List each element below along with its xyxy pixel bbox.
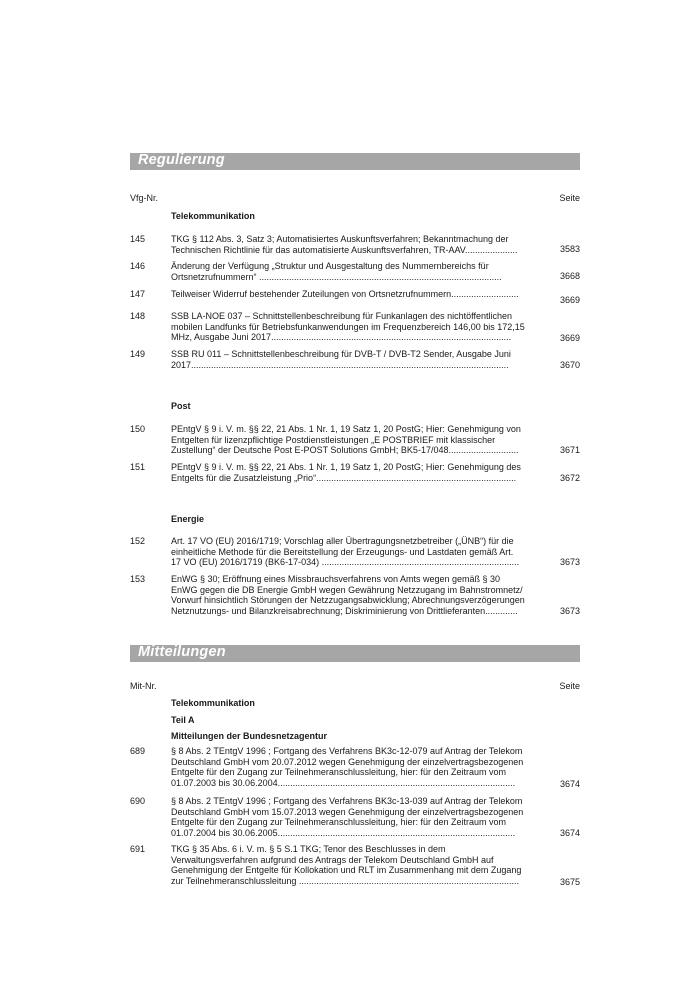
entry-number: 151: [130, 462, 146, 472]
entry-text: EnWG § 30; Eröffnung eines Missbrauchsverfahrens von Amts wegen gemäß § 30 EnWG gegen die DB Energie GmbH wegen Gewährung Netzzugang im Bahnstromnetz/ Vorwurf hinsichtlich Störungen der Netzzugangsabwicklung; Abrechnungsverzögerungen Netznutzungs- und Bilanzkreisabrechnung; Diskriminierung von Drittlieferanten.............: [171, 574, 525, 616]
entry-page-number: 3673: [559, 557, 580, 567]
toc-entry[interactable]: [130, 844, 580, 888]
entry-number: 689: [130, 746, 146, 756]
toc-entry[interactable]: [130, 746, 580, 790]
column-header-seite: Seite: [559, 193, 580, 203]
section-title: Mitteilungen: [138, 644, 226, 660]
entry-page-number: 3674: [559, 828, 580, 838]
entry-page-number: 3675: [559, 877, 580, 887]
toc-entry[interactable]: [130, 311, 580, 344]
entry-text: Änderung der Verfügung „Struktur und Ausgestaltung des Nummernbereichs für Ortsnetzrufnummern“ .................................................................................................: [171, 261, 502, 282]
entry-text: TKG § 35 Abs. 6 i. V. m. § 5 S.1 TKG; Tenor des Beschlusses in dem Verwaltungsverfahren aufgrund des Antrags der Telekom Deutschland GmbH auf Genehmigung der Entgelte für Kollokation und RLT im Zusammenhang mit dem Zugang zur Teilnehmeranschlussleitung ........................................................................................: [171, 844, 522, 886]
column-header-seite: Seite: [559, 681, 580, 691]
group-heading: Telekommunikation: [171, 211, 255, 221]
section-header-mitteilungen: [130, 645, 580, 662]
entry-number: 690: [130, 796, 146, 806]
section-title: Regulierung: [138, 152, 225, 168]
entry-text: PEntgV § 9 i. V. m. §§ 22, 21 Abs. 1 Nr. 1, 19 Satz 1, 20 PostG; Hier: Genehmigung des Entgelts für die Zusatzleistung „Prio“................................................................................: [171, 462, 521, 483]
entry-text: PEntgV § 9 i. V. m. §§ 22, 21 Abs. 1 Nr. 1, 19 Satz 1, 20 PostG; Hier: Genehmigung von Entgelten für lizenzpflichtige Postdienstleistungen „E POSTBRIEF mit klassischer Zustellung“ der Deutsche Post E-POST Solutions GmbH; BK5-17/048............................: [171, 424, 521, 456]
entry-page-number: 3671: [559, 445, 580, 455]
entry-page-number: 3668: [559, 271, 580, 281]
toc-entry[interactable]: [130, 261, 580, 283]
entry-number: 148: [130, 311, 146, 321]
toc-entry[interactable]: [130, 796, 580, 840]
entry-text: SSB LA-NOE 037 – Schnittstellenbeschreibung für Funkanlagen des nichtöffentlichen mobilen Landfunks für Betriebsfunkanwendungen im Frequenzbereich 146,00 bis 172,15 MHz, Ausgabe Juni 2017................................................................................................: [171, 311, 525, 343]
entry-number: 152: [130, 536, 146, 546]
entry-page-number: 3670: [559, 360, 580, 370]
group-heading: Post: [171, 401, 191, 411]
entry-text: SSB RU 011 – Schnittstellenbeschreibung für DVB-T / DVB-T2 Sender, Ausgabe Juni 2017...............................................................................................................................: [171, 349, 511, 370]
entry-page-number: 3674: [559, 779, 580, 789]
toc-entry[interactable]: [130, 536, 580, 569]
entry-number: 153: [130, 574, 146, 584]
toc-entry[interactable]: [130, 462, 580, 484]
entry-page-number: 3669: [559, 333, 580, 343]
entry-number: 147: [130, 289, 146, 299]
entry-text: TKG § 112 Abs. 3, Satz 3; Automatisiertes Auskunftsverfahren; Bekanntmachung der Technischen Richtlinie für das automatisierte Auskunftsverfahren, TR-AAV.....................: [171, 234, 518, 255]
column-header-vfg-nr: Vfg-Nr.: [130, 193, 159, 203]
toc-entry[interactable]: [130, 424, 580, 457]
group-subheading: Mitteilungen der Bundesnetzagentur: [171, 731, 328, 741]
group-subheading: Teil A: [171, 715, 195, 725]
entry-text: Teilweiser Widerruf bestehender Zuteilungen von Ortsnetzrufnummern...........................: [171, 289, 519, 299]
entry-number: 150: [130, 424, 146, 434]
toc-entry[interactable]: [130, 234, 580, 256]
entry-number: 149: [130, 349, 146, 359]
entry-text: § 8 Abs. 2 TEntgV 1996 ; Fortgang des Verfahrens BK3c-12-079 auf Antrag der Telekom Deutschland GmbH vom 20.07.2012 wegen Genehmigung der einzelvertragsbezogenen Entgelte für den Zugang zur Teilnehmeranschlussleitung, hier: für den Zeitraum vom 01.07.2003 bis 30.06.2004...............................................................................................: [171, 746, 524, 788]
column-header-mit-nr: Mit-Nr.: [130, 681, 157, 691]
entry-text: § 8 Abs. 2 TEntgV 1996 ; Fortgang des Verfahrens BK3c-13-039 auf Antrag der Telekom Deutschland GmbH vom 15.07.2013 wegen Genehmigung der einzelvertragsbezogenen Entgelte für den Zugang zur Teilnehmeranschlussleitung, hier: für den Zeitraum vom 01.07.2004 bis 30.06.2005...............................................................................................: [171, 796, 524, 838]
group-heading: Energie: [171, 514, 205, 524]
entry-page-number: 3583: [559, 244, 580, 254]
group-heading: Telekommunikation: [171, 698, 255, 708]
entry-number: 145: [130, 234, 146, 244]
section-header-regulierung: [130, 153, 580, 170]
toc-entry[interactable]: [130, 349, 580, 371]
entry-number: 691: [130, 844, 146, 854]
entry-page-number: 3673: [559, 606, 580, 616]
entry-text: Art. 17 VO (EU) 2016/1719; Vorschlag aller Übertragungsnetzbetreiber („ÜNB“) für die einheitliche Methode für die Bereitstellung der Erzeugungs- und Lastdaten gemäß Art. 17 VO (EU) 2016/1719 (BK6-17-034) ...............................................................................: [171, 536, 520, 568]
toc-entry[interactable]: [130, 574, 580, 618]
entry-page-number: 3672: [559, 473, 580, 483]
entry-number: 146: [130, 261, 146, 271]
entry-page-number: 3669: [559, 295, 580, 305]
toc-entry[interactable]: [130, 289, 580, 311]
